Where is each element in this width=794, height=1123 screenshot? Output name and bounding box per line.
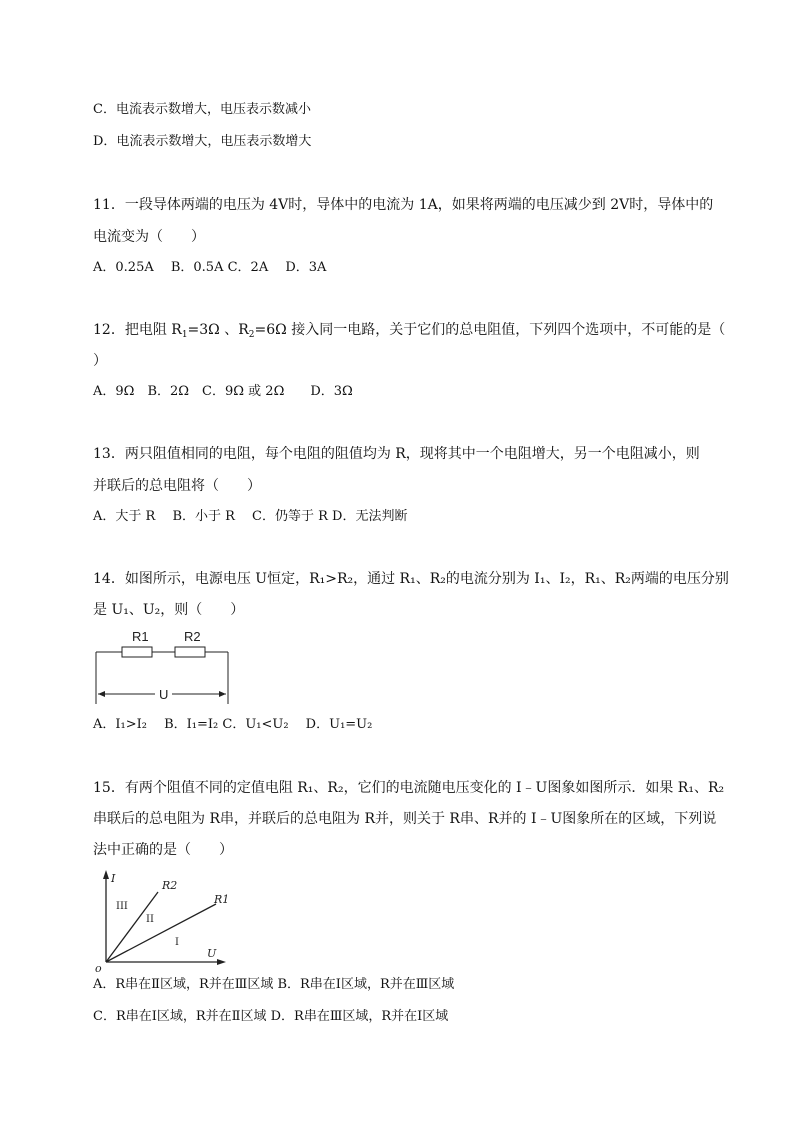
- r2-line: [106, 892, 158, 962]
- q14-options: A．I₁>I₂ B．I₁=I₂ C．U₁<U₂ D．U₁=U₂: [93, 717, 373, 732]
- q12-stem-line2: ）: [93, 353, 107, 369]
- r1-line: [106, 904, 216, 962]
- q15-stem-line3: 法中正确的是（ ）: [93, 842, 233, 858]
- q15-options-line2: C．R串在Ⅰ区域，R并在Ⅱ区域 D．R串在Ⅲ区域，R并在Ⅰ区域: [93, 1009, 449, 1024]
- q12-options: A．9Ω B．2Ω C．9Ω 或 2Ω D．3Ω: [93, 384, 353, 399]
- u-label: U: [159, 687, 169, 702]
- q13-options: A．大于 R B．小于 R C．仍等于 R D．无法判断: [93, 509, 408, 524]
- r2-graph-label: R2: [162, 879, 178, 892]
- q15-stem-line1: 15．有两个阻值不同的定值电阻 R₁、R₂，它们的电流随电压变化的 I﹣U图象如图所示．如果 R₁、R₂: [93, 780, 725, 796]
- q12-stem-part-b: =3Ω 、R: [187, 322, 249, 338]
- q12-stem-part-c: =6Ω 接入同一电路，关于它们的总电阻值，下列四个选项中，不可能的是（: [254, 322, 726, 338]
- q11-stem-line1: 11．一段导体两端的电压为 4V时，导体中的电流为 1A，如果将两端的电压减少到 2V时，导体中的: [93, 197, 714, 213]
- q15-stem-line2: 串联后的总电阻为 R串，并联后的总电阻为 R并，则关于 R串、R并的 I﹣U图象所在的区域，下列说: [93, 811, 717, 827]
- r1-label: R1: [132, 629, 149, 644]
- i-axis-label: I: [111, 872, 116, 885]
- q13-stem-line1: 13．两只阻值相同的电阻，每个电阻的阻值均为 R，现将其中一个电阻增大，另一个电阻减小，则: [93, 446, 700, 462]
- q11-stem-line2: 电流变为（ ）: [93, 229, 205, 245]
- region-3-label: III: [116, 901, 128, 912]
- q13-stem-line2: 并联后的总电阻将（ ）: [93, 478, 261, 494]
- region-1-label: I: [175, 937, 179, 948]
- u-axis-label: U: [207, 947, 217, 960]
- r2-label: R2: [184, 629, 201, 644]
- region-2-label: II: [146, 914, 154, 925]
- u-axis-arrow-icon: [217, 959, 226, 965]
- q14-stem-line2: 是 U₁、U₂，则（ ）: [93, 602, 245, 618]
- q11-options: A．0.25A B．0.5A C．2A D．3A: [93, 260, 327, 275]
- q12-sub-1: 1: [181, 330, 188, 340]
- q10-option-d: D．电流表示数增大，电压表示数增大: [93, 134, 312, 149]
- i-axis-arrow-icon: [103, 870, 109, 879]
- q12-sub-2: 2: [248, 330, 255, 340]
- origin-label: o: [95, 962, 102, 975]
- q12-stem-part-a: 12．把电阻 R: [93, 322, 182, 338]
- q15-options-line1: A．R串在Ⅱ区域，R并在Ⅲ区域 B．R串在Ⅰ区域，R并在Ⅲ区域: [93, 977, 455, 992]
- q14-stem-line1: 14．如图所示，电源电压 U恒定，R₁>R₂，通过 R₁、R₂的电流分别为 I₁、I₂，R₁、R₂两端的电压分别: [93, 571, 729, 587]
- r1-graph-label: R1: [214, 893, 230, 906]
- q10-option-c: C．电流表示数增大，电压表示数减小: [93, 102, 311, 117]
